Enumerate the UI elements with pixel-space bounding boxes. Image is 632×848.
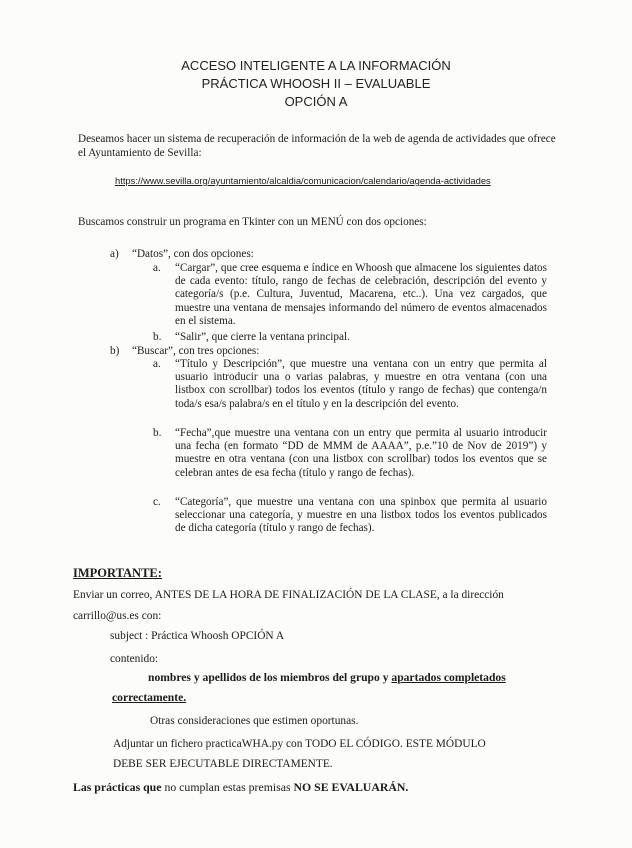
warning-part-3: NO SE EVALUARÁN.: [293, 780, 409, 794]
other-considerations: Otras consideraciones que estimen oportunas.: [150, 715, 359, 727]
members-text: nombres y apellidos de los miembros del grupo y: [148, 671, 392, 684]
suboption-text: “Cargar”, que cree esquema e índice en Whoosh que almacene los siguientes datos de cada evento: título, rango de fechas de celebración, descripción del evento y categoría/s (p.e. Cultura, Juventud, Macarena, etc..). Una vez cargados, que muestre una ventana de mensajes informando del número de eventos almacenados en el sistema.: [175, 262, 547, 327]
agenda-url[interactable]: https://www.sevilla.org/ayuntamiento/alcaldia/comunicacion/calendario/agenda-actividades: [115, 175, 491, 186]
suboption-text: “Categoría”, que muestre una ventana con una spinbox que permita al usuario seleccionar una categoría, y muestre en una listbox todos los eventos publicados de dicha categoría (título y rango de fechas).: [175, 496, 547, 535]
intro-paragraph: Deseamos hacer un sistema de recuperación de información de la web de agenda de actividades que ofrece el Ayuntamiento de Sevilla:: [78, 133, 556, 159]
suboption-text: “Título y Descripción”, que muestre una ventana con un entry que permita al usuario introducir una o varias palabras, y muestre en otra ventana (con una listbox con scrollbar) todos los eventos (título y rango de fechas) que contenga/n toda/s esa/s palabra/s en el título y en la descripción del evento.: [175, 358, 547, 410]
suboption-titulo-descripcion: [153, 358, 547, 411]
title-line-3: OPCIÓN A: [284, 94, 348, 109]
title-line-2: PRÁCTICA WHOOSH II – EVALUABLE: [201, 76, 431, 91]
menu-option-title: “Datos”, con dos opciones:: [132, 248, 254, 260]
evaluation-warning: [73, 780, 408, 795]
send-instruction: Enviar un correo, ANTES DE LA HORA DE FINALIZACIÓN DE LA CLASE, a la dirección: [73, 589, 504, 601]
content-members-line: [148, 671, 506, 684]
important-heading: IMPORTANTE:: [73, 566, 162, 580]
content-correctly-line: correctamente.: [112, 691, 187, 704]
email-content-label: contenido:: [110, 653, 159, 665]
email-address: carrillo@us.es con:: [73, 610, 162, 622]
list-marker: b.: [153, 427, 162, 439]
sections-completed-text: apartados completados: [391, 671, 506, 684]
list-marker: b): [110, 345, 120, 357]
menu-option-buscar: [110, 344, 260, 358]
suboption-fecha: [153, 427, 547, 480]
suboption-text: “Fecha”,que muestre una ventana con un entry que permita al usuario introducir una fecha (en formato “DD de MMM de AAAA”, p.e.”10 de Nov de 2019”) y muestre en otra ventana (con una listbox con scrollbar) todos los eventos que se celebran antes de esa fecha (título y rango de fechas).: [175, 427, 547, 479]
suboption-salir: [153, 331, 545, 344]
list-marker: a.: [153, 358, 161, 370]
warning-part-2: no cumplan estas premisas: [164, 780, 294, 794]
list-marker: a.: [153, 262, 161, 274]
executable-requirement: DEBE SER EJECUTABLE DIRECTAMENTE.: [113, 758, 333, 770]
attach-instruction: Adjuntar un fichero practicaWHA.py con TODO EL CÓDIGO. ESTE MÓDULO: [113, 738, 486, 750]
title-line-1: ACCESO INTELIGENTE A LA INFORMACIÓN: [181, 58, 451, 73]
list-marker: c.: [153, 496, 161, 508]
list-marker: a): [110, 248, 119, 260]
email-subject: subject : Práctica Whoosh OPCIÓN A: [110, 630, 285, 642]
suboption-text: “Salir”, que cierre la ventana principal.: [175, 331, 350, 343]
warning-part-1: Las prácticas que: [73, 780, 165, 794]
menu-option-title: “Buscar”, con tres opciones:: [132, 345, 260, 357]
objective-paragraph: Buscamos construir un programa en Tkinter con un MENÚ con dos opciones:: [78, 216, 427, 228]
suboption-cargar: [153, 262, 547, 328]
menu-option-datos: [110, 247, 254, 261]
suboption-categoria: [153, 496, 547, 536]
list-marker: b.: [153, 331, 162, 343]
